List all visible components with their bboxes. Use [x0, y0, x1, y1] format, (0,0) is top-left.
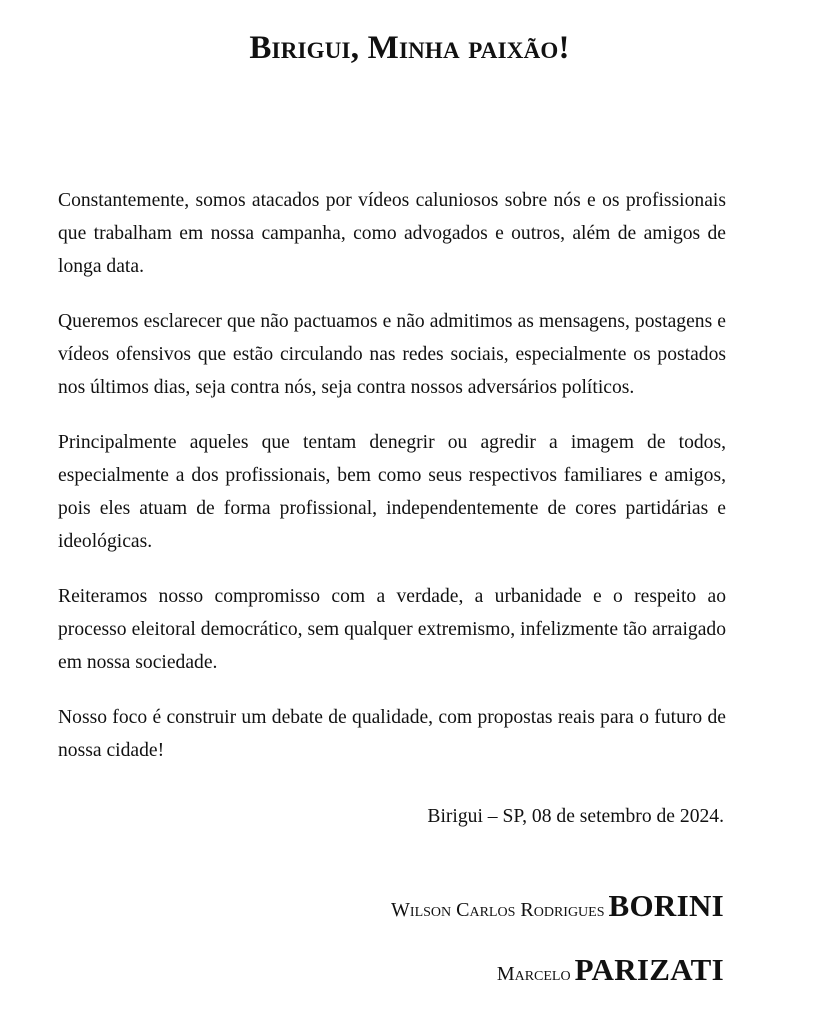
paragraph-1: Constantemente, somos atacados por vídeos caluniosos sobre nós e os profissionais que trabalham em nossa campanha, como advogados e outros, além de amigos de longa data.	[58, 190, 726, 277]
paragraph-2: Queremos esclarecer que não pactuamos e não admitimos as mensagens, postagens e vídeos ofensivos que estão circulando nas redes sociais, especialmente os postados nos últimos dias, seja contra nós, seja contra nossos adversários políticos.	[58, 311, 726, 398]
place-and-date: Birigui – SP, 08 de setembro de 2024.	[427, 806, 724, 827]
paragraph-4: Reiteramos nosso compromisso com a verdade, a urbanidade e o respeito ao processo eleitoral democrático, sem qualquer extremismo, infelizmente tão arraigado em nossa sociedade.	[58, 586, 726, 673]
signature-parizati	[497, 952, 724, 988]
signature-borini	[391, 888, 724, 924]
signature-surname: PARIZATI	[574, 952, 724, 987]
document-title: Birigui, Minha paixão!	[249, 30, 570, 66]
document-body	[58, 184, 726, 789]
paragraph-3: Principalmente aqueles que tentam denegrir ou agredir a imagem de todos, especialmente a dos profissionais, bem como seus respectivos familiares e amigos, pois eles atuam de forma profissional, independentemente de cores partidárias e ideológicas.	[58, 432, 726, 552]
paragraph-5: Nosso foco é construir um debate de qualidade, com propostas reais para o futuro de nossa cidade!	[58, 707, 726, 761]
signature-given-names: Wilson Carlos Rodrigues	[391, 899, 605, 921]
signature-surname: BORINI	[608, 888, 724, 923]
signature-given-names: Marcelo	[496, 963, 571, 985]
